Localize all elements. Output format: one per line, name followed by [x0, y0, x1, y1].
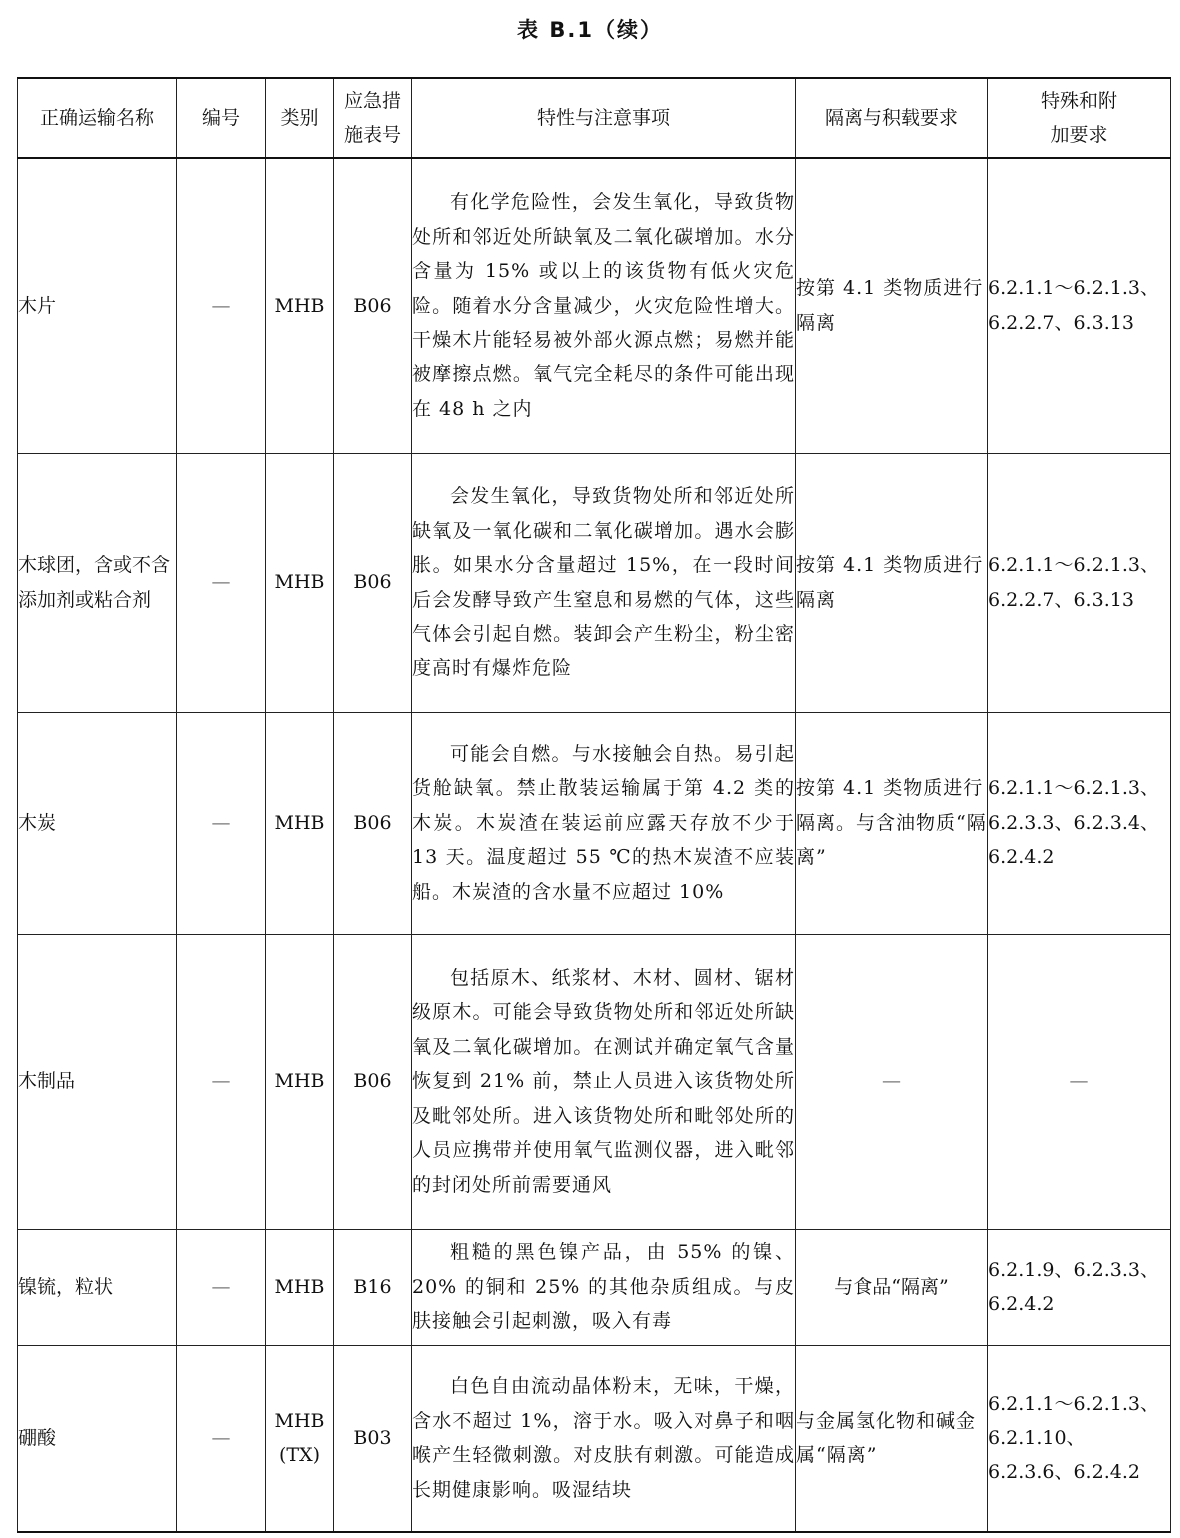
cargo-ems: B06	[334, 934, 412, 1229]
cargo-number: —	[177, 453, 266, 712]
cargo-number: —	[177, 712, 266, 934]
header-number: 编号	[177, 78, 266, 158]
cargo-name: 木炭	[18, 712, 177, 934]
header-segregation: 隔离与积载要求	[796, 78, 988, 158]
cargo-number: —	[177, 1345, 266, 1532]
header-ems-text: 应急措施表号	[343, 90, 401, 146]
cargo-properties: 粗糙的黑色镍产品，由 55% 的镍、20% 的铜和 25% 的其他杂质组成。与皮肤接触会引起刺激，吸入有毒	[412, 1229, 796, 1345]
cargo-category: MHB	[266, 453, 334, 712]
cargo-name: 硼酸	[18, 1345, 177, 1532]
header-properties: 特性与注意事项	[412, 78, 796, 158]
cargo-special: 6.2.1.1～6.2.1.3、6.2.1.10、6.2.3.6、6.2.4.2	[988, 1345, 1171, 1532]
cargo-segregation: 按第 4.1 类物质进行隔离	[796, 453, 988, 712]
cargo-number: —	[177, 934, 266, 1229]
cargo-name: 镍锍，粒状	[18, 1229, 177, 1345]
table-row	[18, 158, 1171, 453]
table-row	[18, 1345, 1171, 1532]
cargo-segregation: 按第 4.1 类物质进行隔离	[796, 158, 988, 453]
cargo-segregation: 按第 4.1 类物质进行隔离。与含油物质“隔离”	[796, 712, 988, 934]
cargo-name: 木制品	[18, 934, 177, 1229]
cargo-properties: 包括原木、纸浆材、木材、圆材、锯材级原木。可能会导致货物处所和邻近处所缺氧及二氧化碳增加。在测试并确定氧气含量恢复到 21% 前，禁止人员进入该货物处所及毗邻处所。进入该货物处所和毗邻处所的人员应携带并使用氧气监测仪器，进入毗邻的封闭处所前需要通风	[412, 934, 796, 1229]
cargo-properties: 白色自由流动晶体粉末，无味，干燥，含水不超过 1%，溶于水。吸入对鼻子和咽喉产生轻微刺激。对皮肤有刺激。可能造成长期健康影响。吸湿结块	[412, 1345, 796, 1532]
cargo-special: 6.2.1.1～6.2.1.3、6.2.2.7、6.3.13	[988, 453, 1171, 712]
table-title: 表 B.1（续）	[517, 18, 663, 42]
cargo-category: MHB	[266, 1229, 334, 1345]
header-row	[18, 78, 1171, 158]
cargo-name: 木片	[18, 158, 177, 453]
cargo-category: MHB	[266, 934, 334, 1229]
cargo-category: MHB	[266, 158, 334, 453]
cargo-properties: 有化学危险性，会发生氧化，导致货物处所和邻近处所缺氧及二氧化碳增加。水分含量为 15% 或以上的该货物有低火灾危险。随着水分含量减少，火灾危险性增大。干燥木片能轻易被外部火源点燃；易燃并能被摩擦点燃。氧气完全耗尽的条件可能出现在 48 h 之内	[412, 158, 796, 453]
cargo-special: 6.2.1.1～6.2.1.3、6.2.3.3、6.2.3.4、6.2.4.2	[988, 712, 1171, 934]
table-row	[18, 1229, 1171, 1345]
cargo-category: MHB	[266, 712, 334, 934]
cargo-table	[17, 77, 1171, 1533]
cargo-properties: 可能会自燃。与水接触会自热。易引起货舱缺氧。禁止散装运输属于第 4.2 类的木炭。木炭渣在装运前应露天存放不少于 13 天。温度超过 55 ℃的热木炭渣不应装船。木炭渣的含水量不应超过 10%	[412, 712, 796, 934]
header-name: 正确运输名称	[18, 78, 177, 158]
cargo-number: —	[177, 1229, 266, 1345]
cargo-ems: B03	[334, 1345, 412, 1532]
cargo-category	[266, 1345, 334, 1532]
cargo-segregation: 与金属氢化物和碱金属“隔离”	[796, 1345, 988, 1532]
cargo-name: 木球团，含或不含添加剂或粘合剂	[18, 453, 177, 712]
cargo-ems: B06	[334, 158, 412, 453]
cargo-ems: B16	[334, 1229, 412, 1345]
table-row	[18, 712, 1171, 934]
cargo-properties: 会发生氧化，导致货物处所和邻近处所缺氧及一氧化碳和二氧化碳增加。遇水会膨胀。如果水分含量超过 15%，在一段时间后会发酵导致产生窒息和易燃的气体，这些气体会引起自燃。装卸会产生粉尘，粉尘密度高时有爆炸危险	[412, 453, 796, 712]
cargo-number: —	[177, 158, 266, 453]
table-row	[18, 453, 1171, 712]
cargo-segregation: 与食品“隔离”	[796, 1229, 988, 1345]
cargo-special: 6.2.1.9、6.2.3.3、6.2.4.2	[988, 1229, 1171, 1345]
cargo-ems: B06	[334, 453, 412, 712]
table-row	[18, 934, 1171, 1229]
header-special-text: 特殊和附加要求	[1040, 90, 1117, 146]
header-special	[988, 78, 1171, 158]
cargo-special: —	[988, 934, 1171, 1229]
header-category: 类别	[266, 78, 334, 158]
cargo-category-text: MHB (TX)	[274, 1409, 325, 1467]
cargo-ems: B06	[334, 712, 412, 934]
cargo-special: 6.2.1.1～6.2.1.3、6.2.2.7、6.3.13	[988, 158, 1171, 453]
header-ems	[334, 78, 412, 158]
cargo-segregation: —	[796, 934, 988, 1229]
